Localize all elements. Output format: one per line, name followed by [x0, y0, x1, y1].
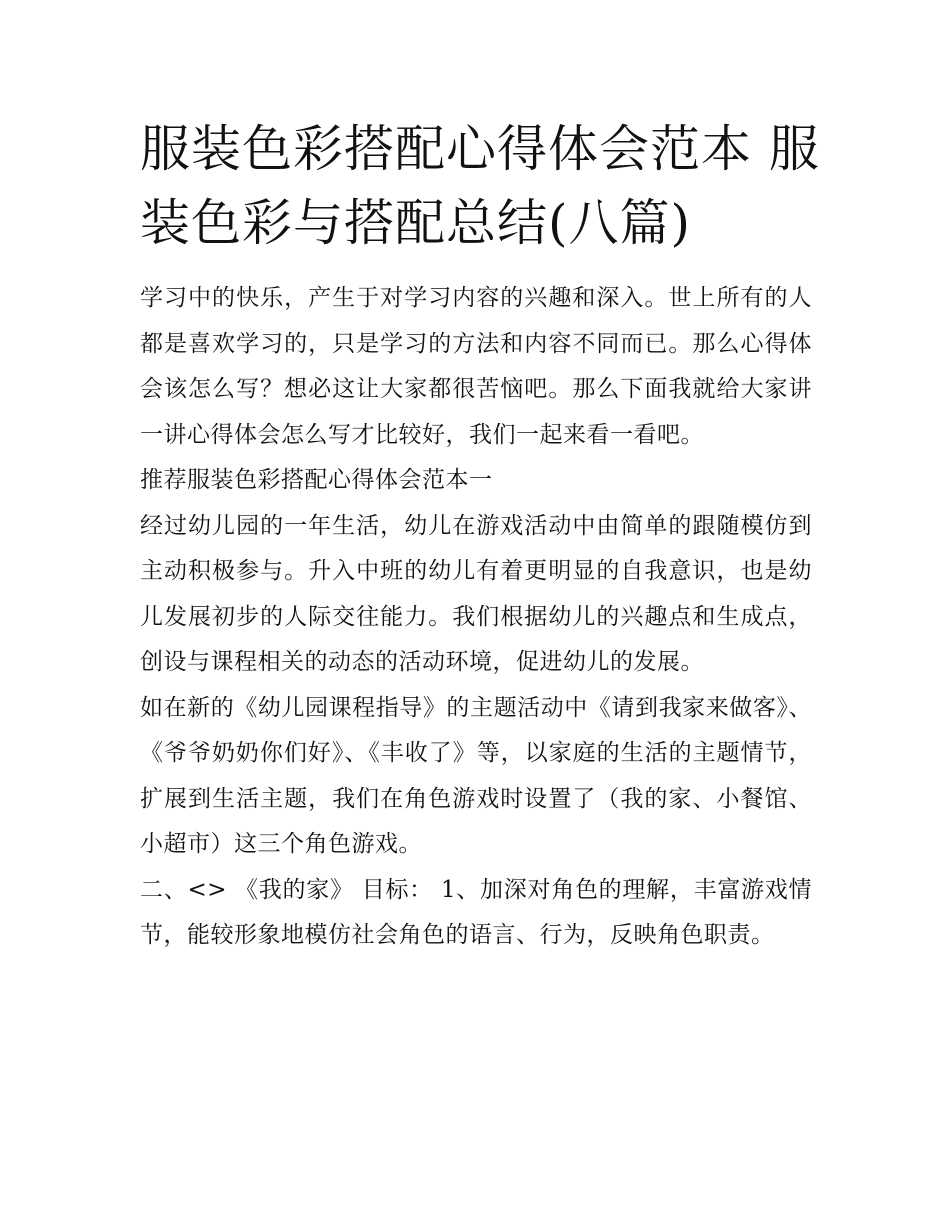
document-title: 服装色彩搭配心得体会范本 服装色彩与搭配总结(八篇)	[140, 120, 820, 252]
intro-paragraph: 学习中的快乐，产生于对学习内容的兴趣和深入。世上所有的人都是喜欢学习的，只是学习的方法和内容不同而已。那么心得体会该怎么写？想必这让大家都很苦恼吧。那么下面我就给大家讲一讲心得体会怎么写才比较好，我们一起来看一看吧。	[140, 285, 812, 448]
body-paragraph: 二、<> 《我的家》 目标： 1、加深对角色的理解，丰富游戏情节，能较形象地模仿社会角色的语言、行为，反映角色职责。	[140, 876, 812, 948]
section-heading: 推荐服装色彩搭配心得体会范本一	[140, 467, 493, 493]
body-paragraph: 经过幼儿园的一年生活，幼儿在游戏活动中由简单的跟随模仿到主动积极参与。升入中班的幼儿有着更明显的自我意识，也是幼儿发展初步的人际交往能力。我们根据幼儿的兴趣点和生成点，创设与课程相关的动态的活动环境，促进幼儿的发展。	[140, 512, 812, 675]
document-body	[140, 276, 812, 959]
body-paragraph: 如在新的《幼儿园课程指导》的主题活动中《请到我家来做客》、《爷爷奶奶你们好》、《丰收了》等，以家庭的生活的主题情节，扩展到生活主题，我们在角色游戏时设置了（我的家、小餐馆、小超市）这三个角色游戏。	[140, 694, 812, 857]
